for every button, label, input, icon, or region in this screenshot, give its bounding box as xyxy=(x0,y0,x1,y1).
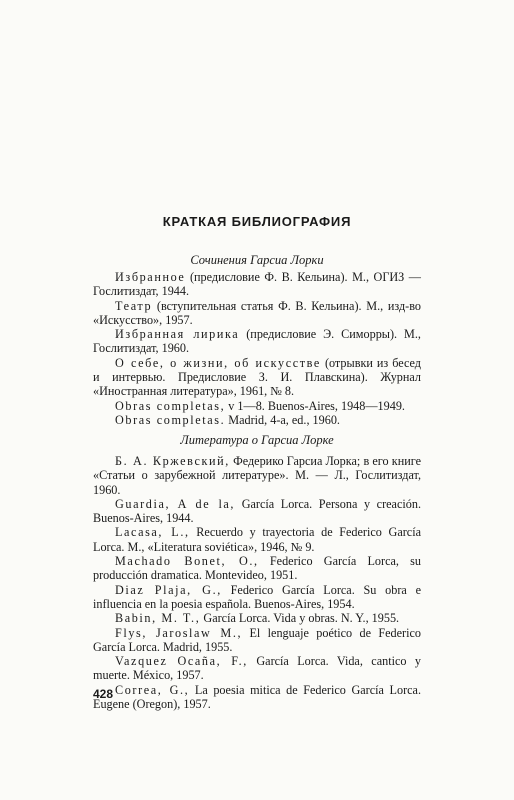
bib-entry: Correa, G., La poesia mitica de Federico García Lorca. Eugene (Oregon), 1957. xyxy=(93,682,421,712)
section-heading-works: Сочинения Гарсиа Лорки xyxy=(190,253,324,267)
bib-entry: Избранная лирика (предисловие Э. Симорры). М., Гослитиздат, 1960. xyxy=(93,327,421,356)
section-heading-criticism: Литература о Гарсиа Лорке xyxy=(180,433,334,447)
criticism-list xyxy=(93,454,421,711)
bib-entry: Lacasa, L., Recuerdo y trayectoria de Federico García Lorca. М., «Literatura soviética», 1946, № 9. xyxy=(93,525,421,554)
works-list xyxy=(93,270,421,427)
bib-entry: Guardia, A de la, García Lorca. Persona y creación. Buenos-Aires, 1944. xyxy=(93,496,421,526)
bib-entry: Vazquez Ocaña, F., García Lorca. Vida, cantico y muerte. México, 1957. xyxy=(93,654,421,683)
bib-entry: Babin, M. T., García Lorca. Vida y obras. N. Y., 1955. xyxy=(115,611,400,626)
bib-entry: Diaz Plaja, G., Federico García Lorca. Su obra e influencia en la poesia española. Buenos-Aires, 1954. xyxy=(93,582,421,611)
bib-entry: Б. А. Кржевский, Федерико Гарсиа Лорка; в его книге «Статьи о зарубежной литературе». М. — Л., Гослитиздат, 1960. xyxy=(93,454,421,497)
bib-entry: Избранное (предисловие Ф. В. Кельина). М., ОГИЗ — Гослитиздат, 1944. xyxy=(93,270,421,299)
bib-entry: О себе, о жизни, об искусстве (отрывки из бесед и интервью. Предисловие З. И. Плавскина). Журнал «Иностранная литература», 1961, № 8. xyxy=(93,355,421,399)
bib-entry: Obras completas. Madrid, 4-a, ed., 1960. xyxy=(115,412,340,427)
bib-entry: Machado Bonet, O., Federico García Lorca, su producción dramatica. Montevideo, 1951. xyxy=(93,554,422,583)
page-number: 428 xyxy=(93,687,114,701)
bib-entry: Flys, Jaroslaw M., El lenguaje poético de Federico García Lorca. Madrid, 1955. xyxy=(93,625,421,654)
page-title: КРАТКАЯ БИБЛИОГРАФИЯ xyxy=(162,214,352,229)
bib-entry: Obras completas, v 1—8. Buenos-Aires, 1948—1949. xyxy=(115,398,405,413)
bib-entry: Театр (вступительная статья Ф. В. Кельина). М., изд-во «Искусство», 1957. xyxy=(93,298,421,327)
